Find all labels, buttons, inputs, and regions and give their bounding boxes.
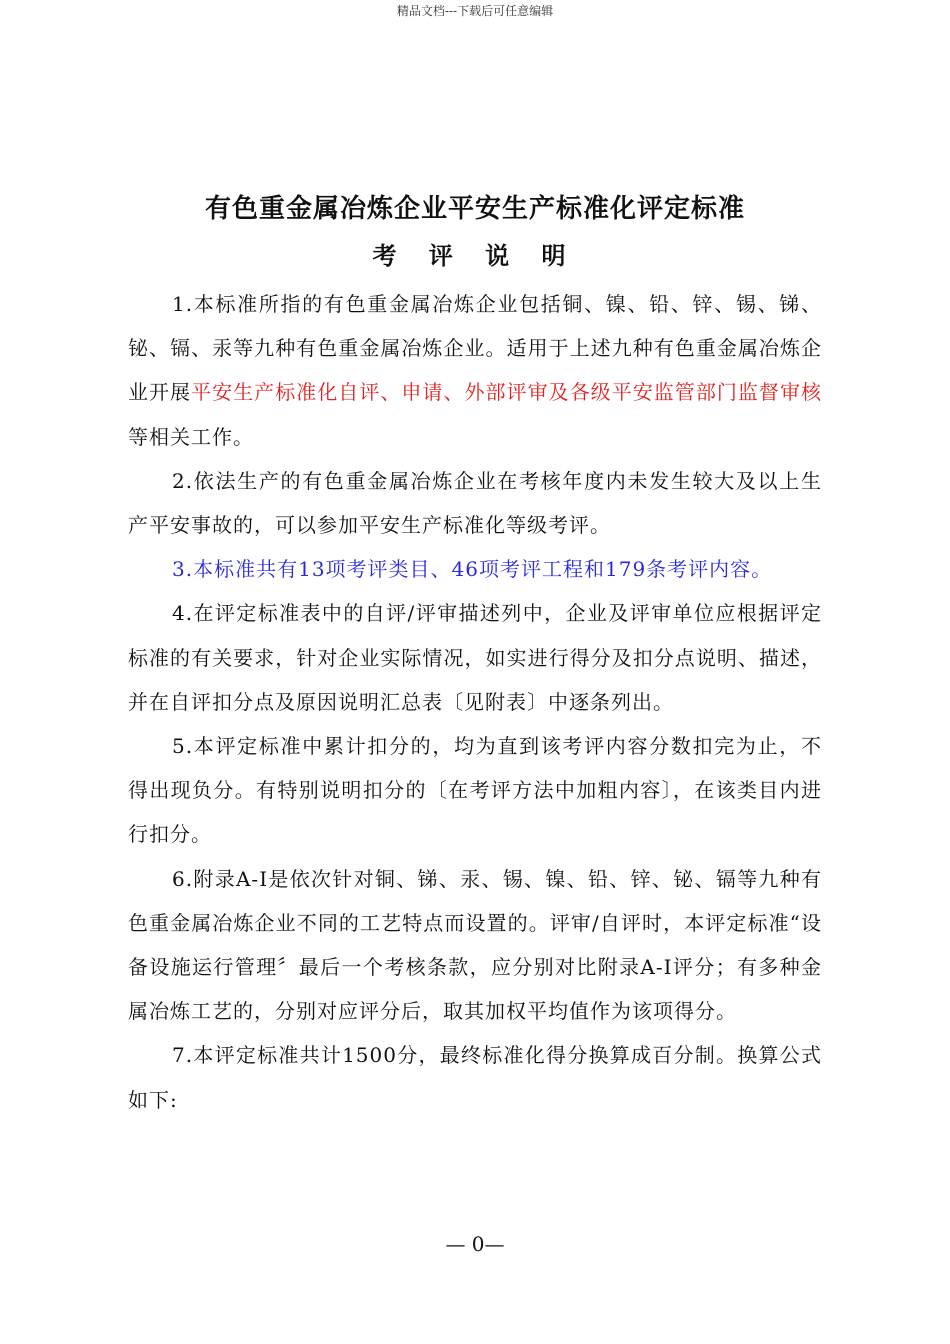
- paragraph-1-text-end: 等相关工作。: [128, 424, 254, 449]
- paragraph-1-highlight: 平安生产标准化自评、申请、外部评审及各级平安监管部门监督审核: [191, 380, 822, 405]
- paragraph-3-number: 3.: [172, 557, 194, 582]
- paragraph-6: 6.附录A-I是依次针对铜、锑、汞、锡、镍、铅、锌、铋、镉等九种有色重金属冶炼企业不同的工艺特点而设置的。评审/自评时，本评定标准“设备设施运行管理〞最后一个考核条款，应分别对比附录A-I评分；有多种金属冶炼工艺的，分别对应评分后，取其加权平均值作为该项得分。: [128, 866, 822, 1024]
- document-title: 有色重金属冶炼企业平安生产标准化评定标准: [204, 194, 745, 224]
- paragraph-3: [128, 547, 822, 591]
- document-body: [128, 282, 822, 1122]
- paragraph-1: [128, 282, 822, 459]
- header-note: 精品文档---下载后可任意编辑: [396, 4, 554, 18]
- paragraph-5: 5.本评定标准中累计扣分的，均为直到该考评内容分数扣完为止，不得出现负分。有特别说明扣分的〔在考评方法中加粗内容〕，在该类目内进行扣分。: [128, 734, 822, 847]
- paragraph-7: 7.本评定标准共计1500分，最终标准化得分换算成百分制。换算公式如下:: [128, 1043, 822, 1112]
- paragraph-3-highlight: 本标准共有13项考评类目、46项考评工程和179条考评内容。: [193, 557, 773, 582]
- page-number: — 0—: [445, 1232, 505, 1256]
- paragraph-1-text: 1.本标准所指的有色重金属冶炼企业包括铜、镍、铅、锌、锡、锑、铋、镉、汞等九种有色重金属冶炼企业。适用于上述九种有色重金属冶炼企业开展: [128, 292, 822, 405]
- document-subtitle: 考 评 说 明: [372, 241, 578, 270]
- paragraph-2: 2.依法生产的有色重金属冶炼企业在考核年度内未发生较大及以上生产平安事故的，可以参加平安生产标准化等级考评。: [128, 468, 822, 538]
- paragraph-4: 4.在评定标准表中的自评/评审描述列中，企业及评审单位应根据评定标准的有关要求，针对企业实际情况，如实进行得分及扣分点说明、描述，并在自评扣分点及原因说明汇总表〔见附表〕中逐条列出。: [128, 601, 822, 714]
